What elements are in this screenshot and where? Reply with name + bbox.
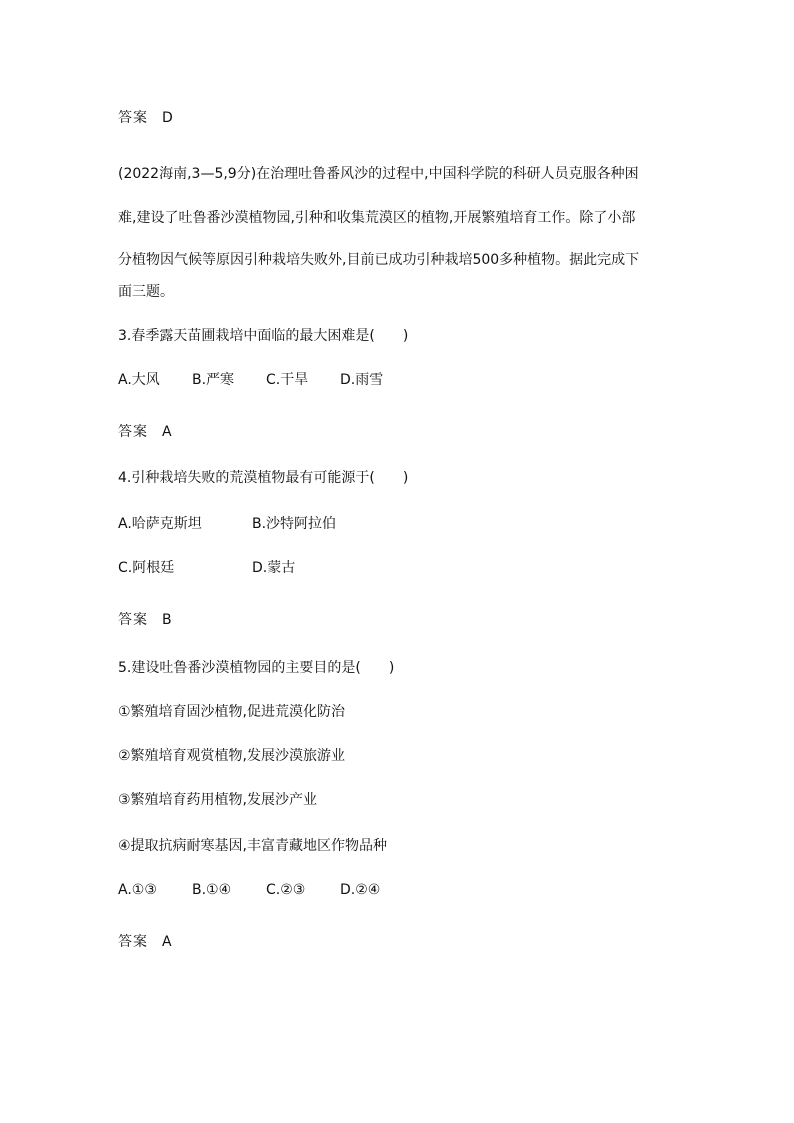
statement-1: ①繁殖培育固沙植物,促进荒漠化防治 [118, 704, 346, 720]
question-4-options-row-2 [118, 558, 518, 578]
statement-3: ③繁殖培育药用植物,发展沙产业 [118, 792, 318, 808]
question-4-stem: 4.引种栽培失败的荒漠植物最有可能源于( ) [118, 470, 409, 486]
answer-line [118, 422, 172, 442]
option-b: B.①④ [192, 882, 232, 898]
passage-line: 分植物因气候等原因引种栽培失败外,目前已成功引种栽培500多种植物。据此完成下 [118, 252, 640, 268]
passage-line: 难,建设了吐鲁番沙漠植物园,引种和收集荒漠区的植物,开展繁殖培育工作。除了小部 [118, 210, 636, 226]
answer-line [118, 932, 172, 952]
statement-4: ④提取抗病耐寒基因,丰富青藏地区作物品种 [118, 838, 387, 854]
answer-value: B [162, 612, 172, 628]
answer-label: 答案 [118, 934, 148, 950]
option-a: A.①③ [118, 882, 157, 898]
option-a: A.哈萨克斯坦 [118, 516, 202, 532]
question-5-stem: 5.建设吐鲁番沙漠植物园的主要目的是( ) [118, 660, 395, 676]
answer-label: 答案 [118, 612, 148, 628]
question-4-options [118, 514, 518, 534]
option-c: C.②③ [266, 882, 306, 898]
answer-line [118, 610, 172, 630]
option-d: D.②④ [340, 882, 381, 898]
option-d: D.蒙古 [252, 560, 296, 576]
answer-label: 答案 [118, 110, 148, 126]
answer-value: A [162, 934, 172, 950]
option-a: A.大风 [118, 372, 160, 388]
question-5-options [118, 880, 518, 900]
option-d: D.雨雪 [340, 372, 384, 388]
option-b: B.严寒 [192, 372, 235, 388]
passage-line: (2022海南,3—5,9分)在治理吐鲁番风沙的过程中,中国科学院的科研人员克服各种困 [118, 166, 639, 182]
passage-line: 面三题。 [118, 284, 174, 300]
answer-value: D [162, 110, 173, 126]
answer-value: A [162, 424, 172, 440]
option-c: C.阿根廷 [118, 560, 175, 576]
question-3-options [118, 370, 518, 390]
answer-label: 答案 [118, 424, 148, 440]
statement-2: ②繁殖培育观赏植物,发展沙漠旅游业 [118, 748, 346, 764]
question-3-stem: 3.春季露天苗圃栽培中面临的最大困难是( ) [118, 328, 409, 344]
answer-line [118, 108, 173, 128]
option-c: C.干旱 [266, 372, 309, 388]
option-b: B.沙特阿拉伯 [252, 516, 337, 532]
